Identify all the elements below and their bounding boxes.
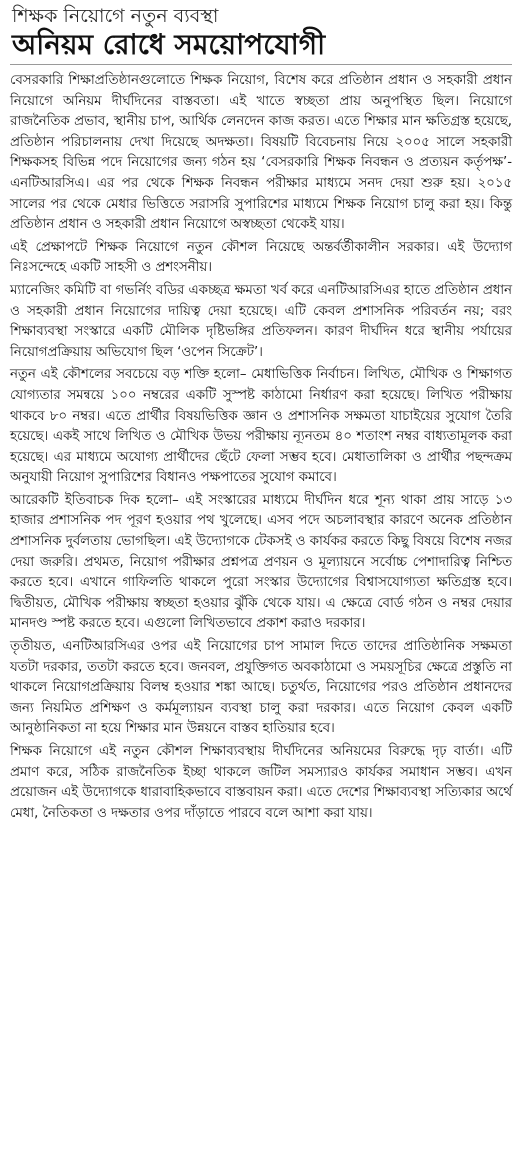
article-kicker: শিক্ষক নিয়োগে নতুন ব্যবস্থা [12, 5, 219, 27]
article-headline: অনিয়ম রোধে সময়োপযোগী [12, 28, 326, 61]
article-paragraph-6: তৃতীয়ত, এনটিআরসিএর ওপর এই নিয়োগের চাপ সামাল দিতে তাদের প্রাতিষ্ঠানিক সক্ষমতা যতটা দরকার, ততটা করতে হবে। জনবল, প্রযুক্তিগত অবকাঠামো ও সময়সূচির ক্ষেত্রে প্রস্তুতি না থাকলে নিয়োগপ্রক্রিয়ায় বিলম্ব হওয়ার শঙ্কা আছে। চতুর্থত, নিয়োগের পরও প্রতিষ্ঠান প্রধানদের জন্য নিয়মিত প্রশিক্ষণ ও কর্মমূল্যায়ন ব্যবস্থা চালু করা দরকার। এতে নিয়োগ কেবল একটি আনুষ্ঠানিকতা না হয়ে শিক্ষার মান উন্নয়নে বাস্তব হাতিয়ার হবে। [10, 639, 512, 737]
article-body [10, 71, 512, 824]
article-paragraph-5: আরেকটি ইতিবাচক দিক হলো– এই সংস্কারের মাধ্যমে দীর্ঘদিন ধরে শূন্য থাকা প্রায় সাড়ে ১৩ হাজার প্রশাসনিক পদ পূরণ হওয়ার পথ খুলেছে। এসব পদে অচলাবস্থার কারণে অনেক প্রতিষ্ঠান প্রশাসনিক দুর্বলতায় ভোগছিল। এই উদ্যোগকে টেকসই ও কার্যকর করতে কিছু বিষয়ে বিশেষ নজর দেয়া জরুরি। প্রথমত, নিয়োগ পরীক্ষার প্রশ্নপত্র প্রণয়ন ও মূল্যায়নে সর্বোচ্চ পেশাদারিত্ব নিশ্চিত করতে হবে। এখানে গাফিলতি থাকলে পুরো সংস্কার উদ্যোগের বিশ্বাসযোগ্যতা ক্ষতিগ্রস্ত হবে। দ্বিতীয়ত, মৌখিক পরীক্ষায় স্বচ্ছতা হওয়ার ঝুঁকি থেকে যায়। এ ক্ষেত্রে বোর্ড গঠন ও নম্বর দেয়ার মানদণ্ড স্পষ্ট করতে হবে। এগুলো লিখিতভাবে প্রকাশ করাও দরকার। [10, 492, 512, 632]
headline-divider [10, 64, 512, 65]
article-paragraph-7: শিক্ষক নিয়োগে এই নতুন কৌশল শিক্ষাব্যবস্থায় দীর্ঘদিনের অনিয়মের বিরুদ্ধে দৃঢ় বার্তা। এটি প্রমাণ করে, সঠিক রাজনৈতিক ইচ্ছা থাকলে জটিল সমস্যারও কার্যকর সমাধান সম্ভব। এখন প্রয়োজন এই উদ্যোগকে ধারাবাহিকভাবে বাস্তবায়ন করা। এতে দেশের শিক্ষাব্যবস্থা সত্যিকার অর্থে মেধা, নৈতিকতা ও দক্ষতার ওপর দাঁড়াতে পারবে বলে আশা করা যায়। [10, 744, 512, 821]
article-paragraph-1: বেসরকারি শিক্ষাপ্রতিষ্ঠানগুলোতে শিক্ষক নিয়োগ, বিশেষ করে প্রতিষ্ঠান প্রধান ও সহকারী প্রধান নিয়োগে অনিয়ম দীর্ঘদিনের বাস্তবতা। এই খাতে স্বচ্ছতা প্রায় অনুপস্থিত ছিল। নিয়োগে রাজনৈতিক প্রভাব, স্থানীয় চাপ, আর্থিক লেনদেন কাজ করত। এতে শিক্ষার মান ক্ষতিগ্রস্ত হয়েছে, প্রতিষ্ঠান পরিচালনায় দেখা দিয়েছে অদক্ষতা। বিষয়টি বিবেচনায় নিয়ে ২০০৫ সালে সহকারী শিক্ষকসহ বিভিন্ন পদে নিয়োগের জন্য গঠন হয় ‘বেসরকারি শিক্ষক নিবন্ধন ও প্রত্যয়ন কর্তৃপক্ষ’-এনটিআরসিএ। এর পর থেকে শিক্ষক নিবন্ধন পরীক্ষার মাধ্যমে সনদ দেয়া শুরু হয়। ২০১৫ সালের পর থেকে মেধার ভিত্তিতে সরাসরি সুপারিশের মাধ্যমে শিক্ষক নিয়োগ চালু করা হয়। কিন্তু প্রতিষ্ঠান প্রধান ও সহকারী প্রধান নিয়োগে অস্বচ্ছতা থেকেই যায়। [10, 73, 512, 233]
article-paragraph-4: নতুন এই কৌশলের সবচেয়ে বড় শক্তি হলো– মেধাভিত্তিক নির্বাচন। লিখিত, মৌখিক ও শিক্ষাগত যোগ্যতার সমন্বয়ে ১০০ নম্বরের একটি সুস্পষ্ট কাঠামো নির্ধারণ করা হয়েছে। লিখিত পরীক্ষায় থাকবে ৮০ নম্বর। এতে প্রার্থীর বিষয়ভিত্তিক জ্ঞান ও প্রশাসনিক সক্ষমতা যাচাইয়ের সুযোগ তৈরি হয়েছে। একই সাথে লিখিত ও মৌখিক উভয় পরীক্ষায় ন্যূনতম ৪০ শতাংশ নম্বর বাধ্যতামূলক করা হয়েছে। এর মাধ্যমে অযোগ্য প্রার্থীদের ছেঁটে ফেলা সম্ভব হবে। মেধাতালিকা ও প্রার্থীর পছন্দক্রম অনুযায়ী নিয়োগ সুপারিশের বিধানও পক্ষপাতের সুযোগ কমাবে। [10, 367, 512, 486]
article-paragraph-2: এই প্রেক্ষাপটে শিক্ষক নিয়োগে নতুন কৌশল নিয়েছে অন্তর্বর্তীকালীন সরকার। এই উদ্যোগ নিঃসন্দেহে একটি সাহসী ও প্রশংসনীয়। [10, 239, 512, 276]
article-paragraph-3: ম্যানেজিং কমিটি বা গভর্নিং বডির একচ্ছত্র ক্ষমতা খর্ব করে এনটিআরসিএর হাতে প্রতিষ্ঠান প্রধান ও সহকারী প্রধান নিয়োগের দায়িত্ব দেয়া হয়েছে। এটি কেবল প্রশাসনিক পরিবর্তন নয়; বরং শিক্ষাব্যবস্থা সংস্কারে একটি মৌলিক দৃষ্টিভঙ্গির প্রতিফলন। কারণ দীর্ঘদিন ধরে স্থানীয় পর্যায়ের নিয়োগপ্রক্রিয়ায় অভিযোগ ছিল ‘ওপেন সিক্রেট’। [10, 282, 512, 360]
